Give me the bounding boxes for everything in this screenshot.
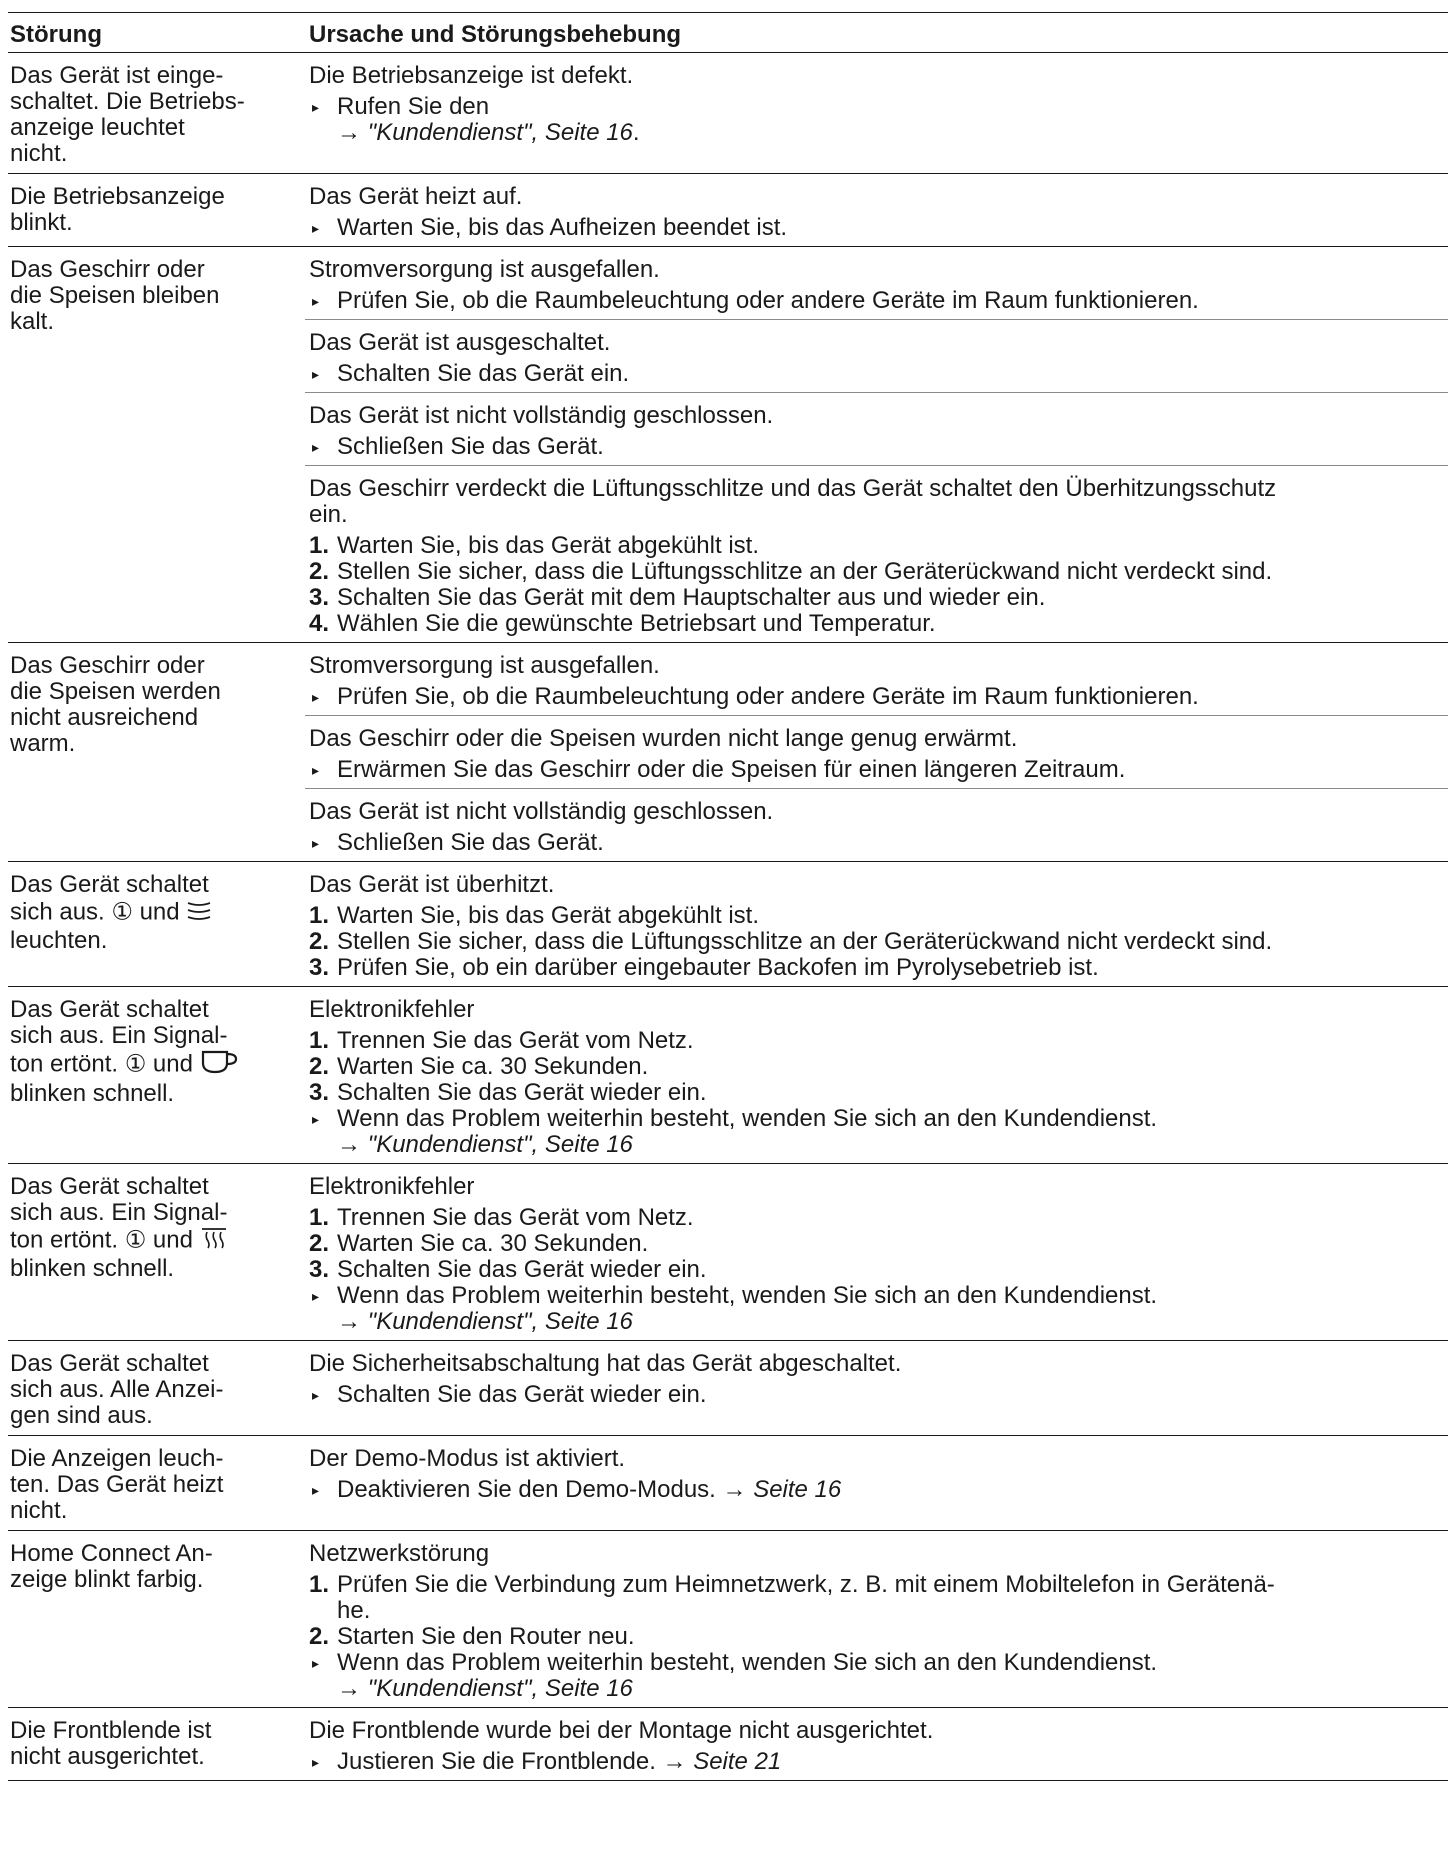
step-line: Warten Sie, bis das Gerät abgekühlt ist.: [337, 902, 759, 929]
step-line: Warten Sie ca. 30 Sekunden.: [337, 1053, 649, 1080]
symptom-line: Die Anzeigen leuch-: [10, 1445, 224, 1472]
bullet-instruction: Schließen Sie das Gerät.: [337, 829, 604, 856]
cause-cell: [305, 643, 1448, 862]
cause-cell: [305, 247, 1448, 643]
step-number: 2.: [309, 1623, 330, 1650]
symptom-line: Das Gerät schaltet: [10, 871, 209, 898]
cause-text: Stromversorgung ist ausgefallen.: [309, 256, 660, 283]
step-text: [337, 611, 1448, 637]
step-number: 2.: [309, 558, 330, 585]
arrow-icon: →: [337, 1308, 368, 1335]
step-item: [309, 585, 1448, 611]
bullet-marker-icon: ▸: [312, 835, 320, 851]
bullet-text: [337, 94, 1448, 146]
step-text: [337, 1054, 1448, 1080]
cause-line: Das Geschirr verdeckt die Lüftungsschlitze und das Gerät schaltet den Überhitzungsschutz: [309, 475, 1277, 502]
symptom-line: sich aus. Alle Anzei-: [10, 1376, 224, 1403]
step-text: [337, 1028, 1448, 1054]
step-text: [337, 1231, 1448, 1257]
bullet-item: [309, 1477, 1448, 1503]
cause-block: [305, 1436, 1448, 1508]
symptom-line: Die Frontblende ist: [10, 1717, 212, 1744]
bullet-marker-icon: ▸: [312, 1288, 320, 1304]
step-item: [309, 1572, 1448, 1624]
symptom-line: blinken schnell.: [10, 1080, 175, 1107]
steam-icon: [200, 1226, 228, 1256]
table-row: [8, 247, 1448, 643]
step-line: Trennen Sie das Gerät vom Netz.: [337, 1027, 694, 1054]
cause-block: [305, 987, 1448, 1163]
symptom-line: sich aus. Ein Signal-: [10, 1022, 228, 1049]
step-line: Stellen Sie sicher, dass die Lüftungsschlitze an der Geräterückwand nicht verdeckt sind.: [337, 558, 1273, 585]
table-body: [8, 53, 1448, 1781]
cause-block: [305, 716, 1448, 789]
step-text: [337, 559, 1448, 585]
bullet-text: [337, 361, 1448, 387]
symptom-line: sich aus. Ein Signal-: [10, 1199, 228, 1226]
cause-line: ein.: [309, 501, 348, 528]
cause-text: Das Gerät ist nicht vollständig geschlossen.: [309, 798, 774, 825]
symptom-cell: [8, 1531, 305, 1708]
step-number: 1.: [309, 1571, 330, 1598]
step-number: 2.: [309, 1230, 330, 1257]
reference-line: [337, 1676, 1448, 1702]
cause-block: [305, 1531, 1448, 1707]
step-text: [337, 1080, 1448, 1106]
step-item: [309, 1054, 1448, 1080]
bullet-text: [337, 1106, 1448, 1158]
bullet-item: [309, 830, 1448, 856]
step-line: Prüfen Sie die Verbindung zum Heimnetzwerk, z. B. mit einem Mobiltelefon in Gerätenä-: [337, 1571, 1275, 1598]
table-row: [8, 1436, 1448, 1531]
step-number: 3.: [309, 954, 330, 981]
symptom-line: schaltet. Die Betriebs-: [10, 88, 245, 115]
symptom-cell: [8, 247, 305, 643]
bullet-item: [309, 757, 1448, 783]
bullet-marker-icon: ▸: [312, 1655, 320, 1671]
bullet-text: [337, 1477, 1448, 1503]
table-row: [8, 1531, 1448, 1708]
bullet-instruction: Erwärmen Sie das Geschirr oder die Speisen für einen längeren Zeitraum.: [337, 756, 1126, 783]
symptom-line: Home Connect An-: [10, 1540, 213, 1567]
cause-cell: [305, 987, 1448, 1164]
bullet-text: [337, 288, 1448, 314]
symptom-line: Das Gerät schaltet: [10, 1350, 209, 1377]
step-line: Schalten Sie das Gerät mit dem Hauptschalter aus und wieder ein.: [337, 584, 1046, 611]
arrow-icon: →: [722, 1476, 754, 1503]
step-number: 3.: [309, 1079, 330, 1106]
step-item: [309, 559, 1448, 585]
cup-icon: [200, 1049, 238, 1081]
cause-text: Die Sicherheitsabschaltung hat das Gerät abgeschaltet.: [309, 1350, 902, 1377]
step-line: Warten Sie ca. 30 Sekunden.: [337, 1230, 649, 1257]
symptom-line: nicht ausgerichtet.: [10, 1743, 205, 1770]
cause-text: Das Gerät ist überhitzt.: [309, 871, 555, 898]
bullet-text: [337, 215, 1448, 241]
step-item: [309, 611, 1448, 637]
bullet-marker-icon: ▸: [312, 220, 320, 236]
symptom-cell: [8, 53, 305, 174]
step-number: 4.: [309, 610, 330, 637]
table-row: [8, 1341, 1448, 1436]
cause-block: [305, 789, 1448, 861]
step-line: Stellen Sie sicher, dass die Lüftungsschlitze an der Geräterückwand nicht verdeckt sind.: [337, 928, 1273, 955]
bullet-instruction: Schließen Sie das Gerät.: [337, 433, 604, 460]
step-text: [337, 1624, 1448, 1650]
symptom-line: die Speisen werden: [10, 678, 221, 705]
cause-text: Die Frontblende wurde bei der Montage nicht ausgerichtet.: [309, 1717, 934, 1744]
arrow-icon: →: [337, 1675, 368, 1702]
bullet-text: [337, 757, 1448, 783]
cause-cell: [305, 174, 1448, 247]
header-stoerung: Störung: [8, 13, 305, 53]
bullet-text: [337, 1382, 1448, 1408]
step-item: [309, 1080, 1448, 1106]
step-line: Starten Sie den Router neu.: [337, 1623, 635, 1650]
cause-block: [305, 53, 1448, 151]
step-number: 2.: [309, 928, 330, 955]
step-line: Schalten Sie das Gerät wieder ein.: [337, 1079, 707, 1106]
cause-block: [305, 174, 1448, 246]
bullet-item: [309, 1283, 1448, 1335]
cause-cell: [305, 1436, 1448, 1531]
symptom-line: die Speisen bleiben: [10, 282, 220, 309]
symptom-line: kalt.: [10, 308, 55, 335]
arrow-icon: →: [337, 119, 368, 146]
step-line: he.: [337, 1597, 371, 1624]
step-text: [337, 903, 1448, 929]
symptom-line: nicht.: [10, 1497, 68, 1524]
bullet-instruction: Schalten Sie das Gerät ein.: [337, 360, 630, 387]
step-text: [337, 585, 1448, 611]
reference-line: [337, 1309, 1448, 1335]
symptom-line: Das Gerät ist einge-: [10, 62, 224, 89]
table-row: [8, 987, 1448, 1164]
step-line: Wählen Sie die gewünschte Betriebsart und Temperatur.: [337, 610, 936, 637]
bullet-instruction: Justieren Sie die Frontblende.: [337, 1748, 656, 1775]
cause-text: Das Gerät heizt auf.: [309, 183, 523, 210]
cause-block: [305, 393, 1448, 466]
cause-block: [305, 247, 1448, 320]
page-reference: "Kundendienst", Seite 16: [367, 1131, 633, 1158]
step-item: [309, 955, 1448, 981]
symptom-line: leuchten.: [10, 927, 108, 954]
cause-cell: [305, 53, 1448, 174]
cause-text: Das Gerät ist ausgeschaltet.: [309, 329, 611, 356]
symptom-line: ton ertönt. ① und: [10, 1049, 297, 1081]
step-item: [309, 1257, 1448, 1283]
step-text: [337, 1257, 1448, 1283]
troubleshooting-table: [8, 12, 1448, 1781]
table-row: [8, 174, 1448, 247]
header-ursache: Ursache und Störungsbehebung: [305, 13, 1448, 53]
bullet-marker-icon: ▸: [312, 439, 320, 455]
cause-block: [305, 862, 1448, 986]
step-number: 3.: [309, 584, 330, 611]
symptom-line: Das Gerät schaltet: [10, 1173, 209, 1200]
symptom-cell: [8, 1164, 305, 1341]
symptom-line: gen sind aus.: [10, 1402, 153, 1429]
bullet-instruction: Deaktivieren Sie den Demo-Modus.: [337, 1476, 716, 1503]
table-row: [8, 53, 1448, 174]
cause-block: [305, 466, 1448, 642]
bullet-text: [337, 830, 1448, 856]
page-reference: "Kundendienst", Seite 16: [367, 119, 633, 146]
bullet-item: [309, 215, 1448, 241]
bullet-instruction: Schalten Sie das Gerät wieder ein.: [337, 1381, 707, 1408]
bullet-instruction: Rufen Sie den: [337, 93, 490, 120]
symptom-line: sich aus. ① und: [10, 898, 297, 928]
symptom-line: warm.: [10, 730, 76, 757]
step-line: Prüfen Sie, ob ein darüber eingebauter Backofen im Pyrolysebetrieb ist.: [337, 954, 1099, 981]
symptom-cell: [8, 862, 305, 987]
bullet-instruction: Prüfen Sie, ob die Raumbeleuchtung oder andere Geräte im Raum funktionieren.: [337, 683, 1199, 710]
bullet-marker-icon: ▸: [312, 1387, 320, 1403]
step-item: [309, 1028, 1448, 1054]
symptom-line: nicht ausreichend: [10, 704, 199, 731]
table-row: [8, 862, 1448, 987]
bullet-marker-icon: ▸: [312, 1111, 320, 1127]
table-row: [8, 643, 1448, 862]
cause-cell: [305, 1341, 1448, 1436]
step-item: [309, 1205, 1448, 1231]
cause-cell: [305, 1708, 1448, 1781]
symptom-line: anzeige leuchtet: [10, 114, 185, 141]
arrow-icon: →: [662, 1748, 694, 1775]
bullet-text: [337, 1749, 1448, 1775]
cause-text: Der Demo-Modus ist aktiviert.: [309, 1445, 626, 1472]
bullet-item: [309, 1749, 1448, 1775]
symptom-cell: [8, 1341, 305, 1436]
step-number: 2.: [309, 1053, 330, 1080]
cause-block: [305, 1708, 1448, 1780]
bullet-marker-icon: ▸: [312, 366, 320, 382]
heating-element-icon: [186, 898, 212, 928]
bullet-marker-icon: ▸: [312, 689, 320, 705]
step-item: [309, 1624, 1448, 1650]
step-item: [309, 1231, 1448, 1257]
cause-text: Netzwerkstörung: [309, 1540, 490, 1567]
step-number: 1.: [309, 1027, 330, 1054]
step-item: [309, 929, 1448, 955]
bullet-item: [309, 1382, 1448, 1408]
step-line: Schalten Sie das Gerät wieder ein.: [337, 1256, 707, 1283]
symptom-line: nicht.: [10, 140, 68, 167]
symptom-line: blinkt.: [10, 209, 73, 236]
cause-block: [305, 320, 1448, 393]
bullet-instruction: Wenn das Problem weiterhin besteht, wenden Sie sich an den Kundendienst.: [337, 1105, 1158, 1132]
step-text: [337, 1572, 1448, 1624]
symptom-line: Das Geschirr oder: [10, 652, 205, 679]
page-reference: "Kundendienst", Seite 16: [367, 1308, 633, 1335]
bullet-item: [309, 94, 1448, 146]
step-text: [337, 955, 1448, 981]
step-item: [309, 533, 1448, 559]
cause-text: Stromversorgung ist ausgefallen.: [309, 652, 660, 679]
symptom-line: Das Gerät schaltet: [10, 996, 209, 1023]
symptom-line: zeige blinkt farbig.: [10, 1566, 204, 1593]
arrow-icon: →: [337, 1131, 368, 1158]
step-number: 3.: [309, 1256, 330, 1283]
symptom-cell: [8, 1708, 305, 1781]
page-reference: "Kundendienst", Seite 16: [367, 1675, 633, 1702]
bullet-text: [337, 434, 1448, 460]
page-reference: Seite 21: [693, 1748, 782, 1775]
bullet-marker-icon: ▸: [312, 293, 320, 309]
bullet-marker-icon: ▸: [312, 762, 320, 778]
symptom-line: ton ertönt. ① und: [10, 1226, 297, 1256]
step-line: Trennen Sie das Gerät vom Netz.: [337, 1204, 694, 1231]
bullet-instruction: Wenn das Problem weiterhin besteht, wenden Sie sich an den Kundendienst.: [337, 1649, 1158, 1676]
step-number: 1.: [309, 902, 330, 929]
symptom-cell: [8, 987, 305, 1164]
cause-text: Das Geschirr oder die Speisen wurden nicht lange genug erwärmt.: [309, 725, 1018, 752]
step-number: 1.: [309, 532, 330, 559]
symptom-cell: [8, 1436, 305, 1531]
bullet-item: [309, 361, 1448, 387]
cause-cell: [305, 862, 1448, 987]
symptom-line: Das Geschirr oder: [10, 256, 205, 283]
bullet-instruction: Warten Sie, bis das Aufheizen beendet ist.: [337, 214, 788, 241]
step-text: [337, 533, 1448, 559]
bullet-item: [309, 684, 1448, 710]
step-line: Warten Sie, bis das Gerät abgekühlt ist.: [337, 532, 759, 559]
bullet-item: [309, 1106, 1448, 1158]
cause-cell: [305, 1164, 1448, 1341]
symptom-cell: [8, 643, 305, 862]
table-row: [8, 1708, 1448, 1781]
symptom-line: Die Betriebsanzeige: [10, 183, 225, 210]
bullet-text: [337, 684, 1448, 710]
bullet-text: [337, 1650, 1448, 1702]
bullet-marker-icon: ▸: [312, 99, 320, 115]
step-text: [337, 929, 1448, 955]
reference-suffix: .: [632, 119, 640, 146]
bullet-item: [309, 434, 1448, 460]
table-row: [8, 1164, 1448, 1341]
cause-text: Elektronikfehler: [309, 996, 475, 1023]
step-item: [309, 903, 1448, 929]
cause-text: [309, 476, 1448, 528]
cause-text: Die Betriebsanzeige ist defekt.: [309, 62, 634, 89]
reference-line: [337, 1132, 1448, 1158]
cause-block: [305, 643, 1448, 716]
step-number: 1.: [309, 1204, 330, 1231]
bullet-marker-icon: ▸: [312, 1482, 320, 1498]
cause-block: [305, 1341, 1448, 1413]
page-reference: Seite 16: [753, 1476, 842, 1503]
symptom-line: blinken schnell.: [10, 1255, 175, 1282]
cause-block: [305, 1164, 1448, 1340]
cause-cell: [305, 1531, 1448, 1708]
cause-text: Elektronikfehler: [309, 1173, 475, 1200]
bullet-text: [337, 1283, 1448, 1335]
table-header-row: [8, 13, 1448, 53]
symptom-cell: [8, 174, 305, 247]
bullet-instruction: Prüfen Sie, ob die Raumbeleuchtung oder andere Geräte im Raum funktionieren.: [337, 287, 1199, 314]
symptom-line: ten. Das Gerät heizt: [10, 1471, 224, 1498]
step-text: [337, 1205, 1448, 1231]
bullet-item: [309, 1650, 1448, 1702]
cause-text: Das Gerät ist nicht vollständig geschlossen.: [309, 402, 774, 429]
bullet-instruction: Wenn das Problem weiterhin besteht, wenden Sie sich an den Kundendienst.: [337, 1282, 1158, 1309]
bullet-item: [309, 288, 1448, 314]
bullet-marker-icon: ▸: [312, 1754, 320, 1770]
